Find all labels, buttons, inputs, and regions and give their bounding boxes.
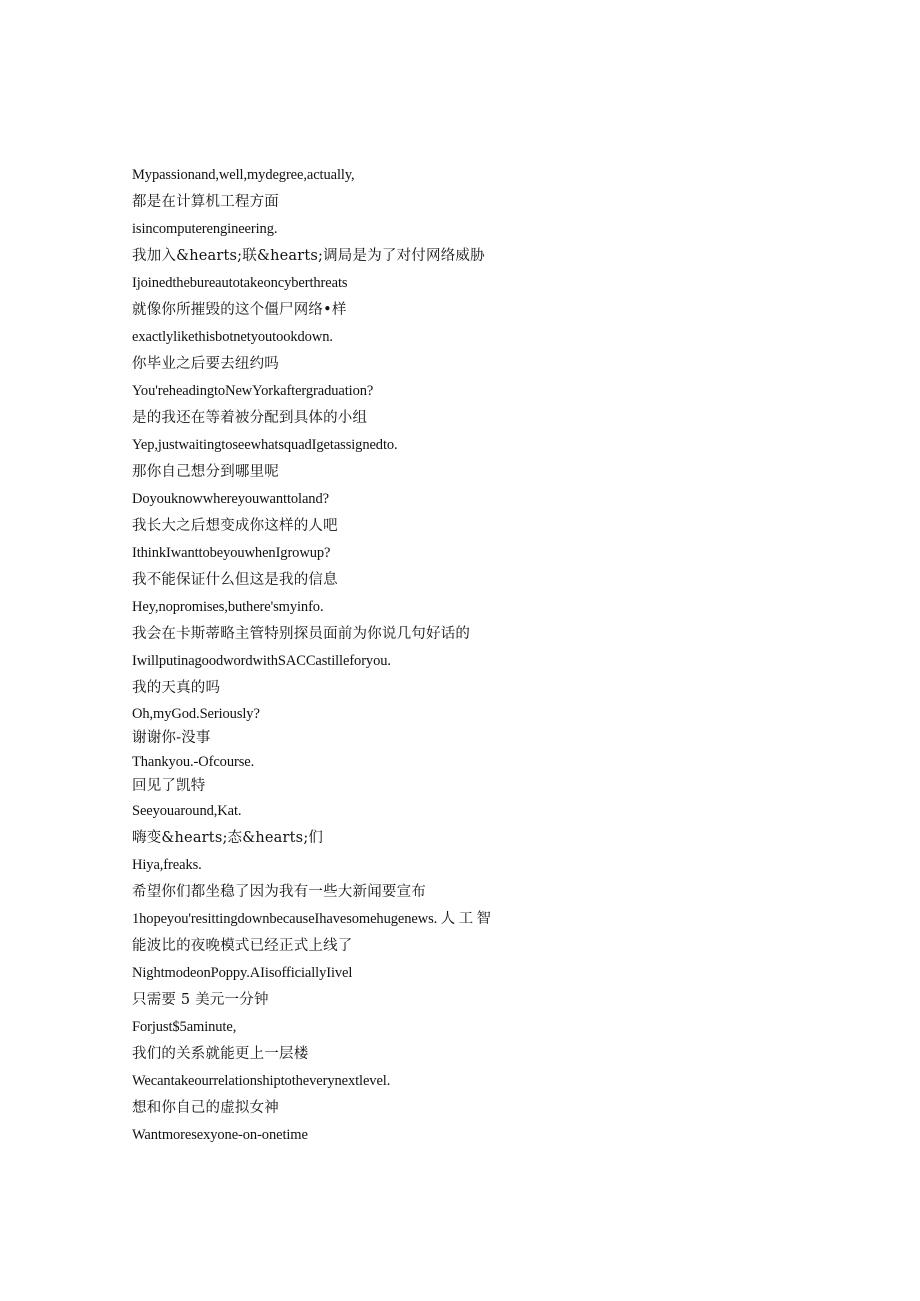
transcript-line: 我长大之后想变成你这样的人吧 [132,518,338,534]
transcript-line: Wecantakeourrelationshiptotheverynextlevel. [132,1073,391,1089]
transcript-line: 我会在卡斯蒂略主管特别探员面前为你说几句好话的 [132,626,471,642]
transcript-line: Thankyou.-Ofcourse. [132,754,255,770]
transcript-body [132,162,832,1149]
transcript-line: Oh,myGod.Seriously? [132,706,260,722]
transcript-line: 都是在计算机工程方面 [132,194,279,210]
transcript-line: Doyouknowwhereyouwanttoland? [132,491,329,507]
transcript-line: Hiya,freaks. [132,857,202,873]
transcript-line: exactlylikethisbotnetyoutookdown. [132,329,333,345]
transcript-line: Mypassionand,well,mydegree,actually, [132,167,355,183]
transcript-line: isincomputerengineering. [132,221,278,237]
transcript-line: Wantmoresexyone-on-onetime [132,1127,308,1143]
transcript-line: 想和你自己的虚拟女神 [132,1100,279,1116]
transcript-line: Yep,justwaitingtoseewhatsquadIgetassignedto. [132,437,398,453]
transcript-line: 就像你所摧毁的这个僵尸网络•样 [132,302,347,318]
transcript-line: 谢谢你-没事 [132,730,211,746]
transcript-line: Ijoinedthebureautotakeoncyberthreats [132,275,348,291]
transcript-line: 我不能保证什么但这是我的信息 [132,572,338,588]
transcript-line: You'reheadingtoNewYorkaftergraduation? [132,383,374,399]
transcript-line: 我加入&hearts;联&hearts;调局是为了对付网络威胁 [132,248,485,264]
transcript-line: 能波比的夜晚模式已经正式上线了 [132,938,353,954]
transcript-line: 你毕业之后要去纽约吗 [132,356,279,372]
transcript-line: 我的天真的吗 [132,680,221,696]
transcript-line: 嗨变&hearts;态&hearts;们 [132,830,324,846]
transcript-line: Hey,nopromises,buthere'smyinfo. [132,599,324,615]
transcript-line: IwillputinagoodwordwithSACCastilleforyou. [132,653,391,669]
transcript-line: 我们的关系就能更上一层楼 [132,1046,309,1062]
transcript-line: NightmodeonPoppy.AIisofficiallyIivel [132,965,353,981]
transcript-line: Seeyouaround,Kat. [132,803,242,819]
transcript-line: 回见了凯特 [132,778,206,794]
transcript-line: 只需要 5 美元一分钟 [132,992,269,1008]
transcript-line: 1hopeyou'resittingdownbecauseIhavesomehugenews. 人 工 智 [132,911,491,927]
transcript-line: 是的我还在等着被分配到具体的小组 [132,410,368,426]
transcript-line: 希望你们都坐稳了因为我有一些大新闻要宣布 [132,884,426,900]
transcript-line: 那你自己想分到哪里呢 [132,464,279,480]
transcript-line: Forjust$5aminute, [132,1019,237,1035]
transcript-line: IthinkIwanttobeyouwhenIgrowup? [132,545,331,561]
